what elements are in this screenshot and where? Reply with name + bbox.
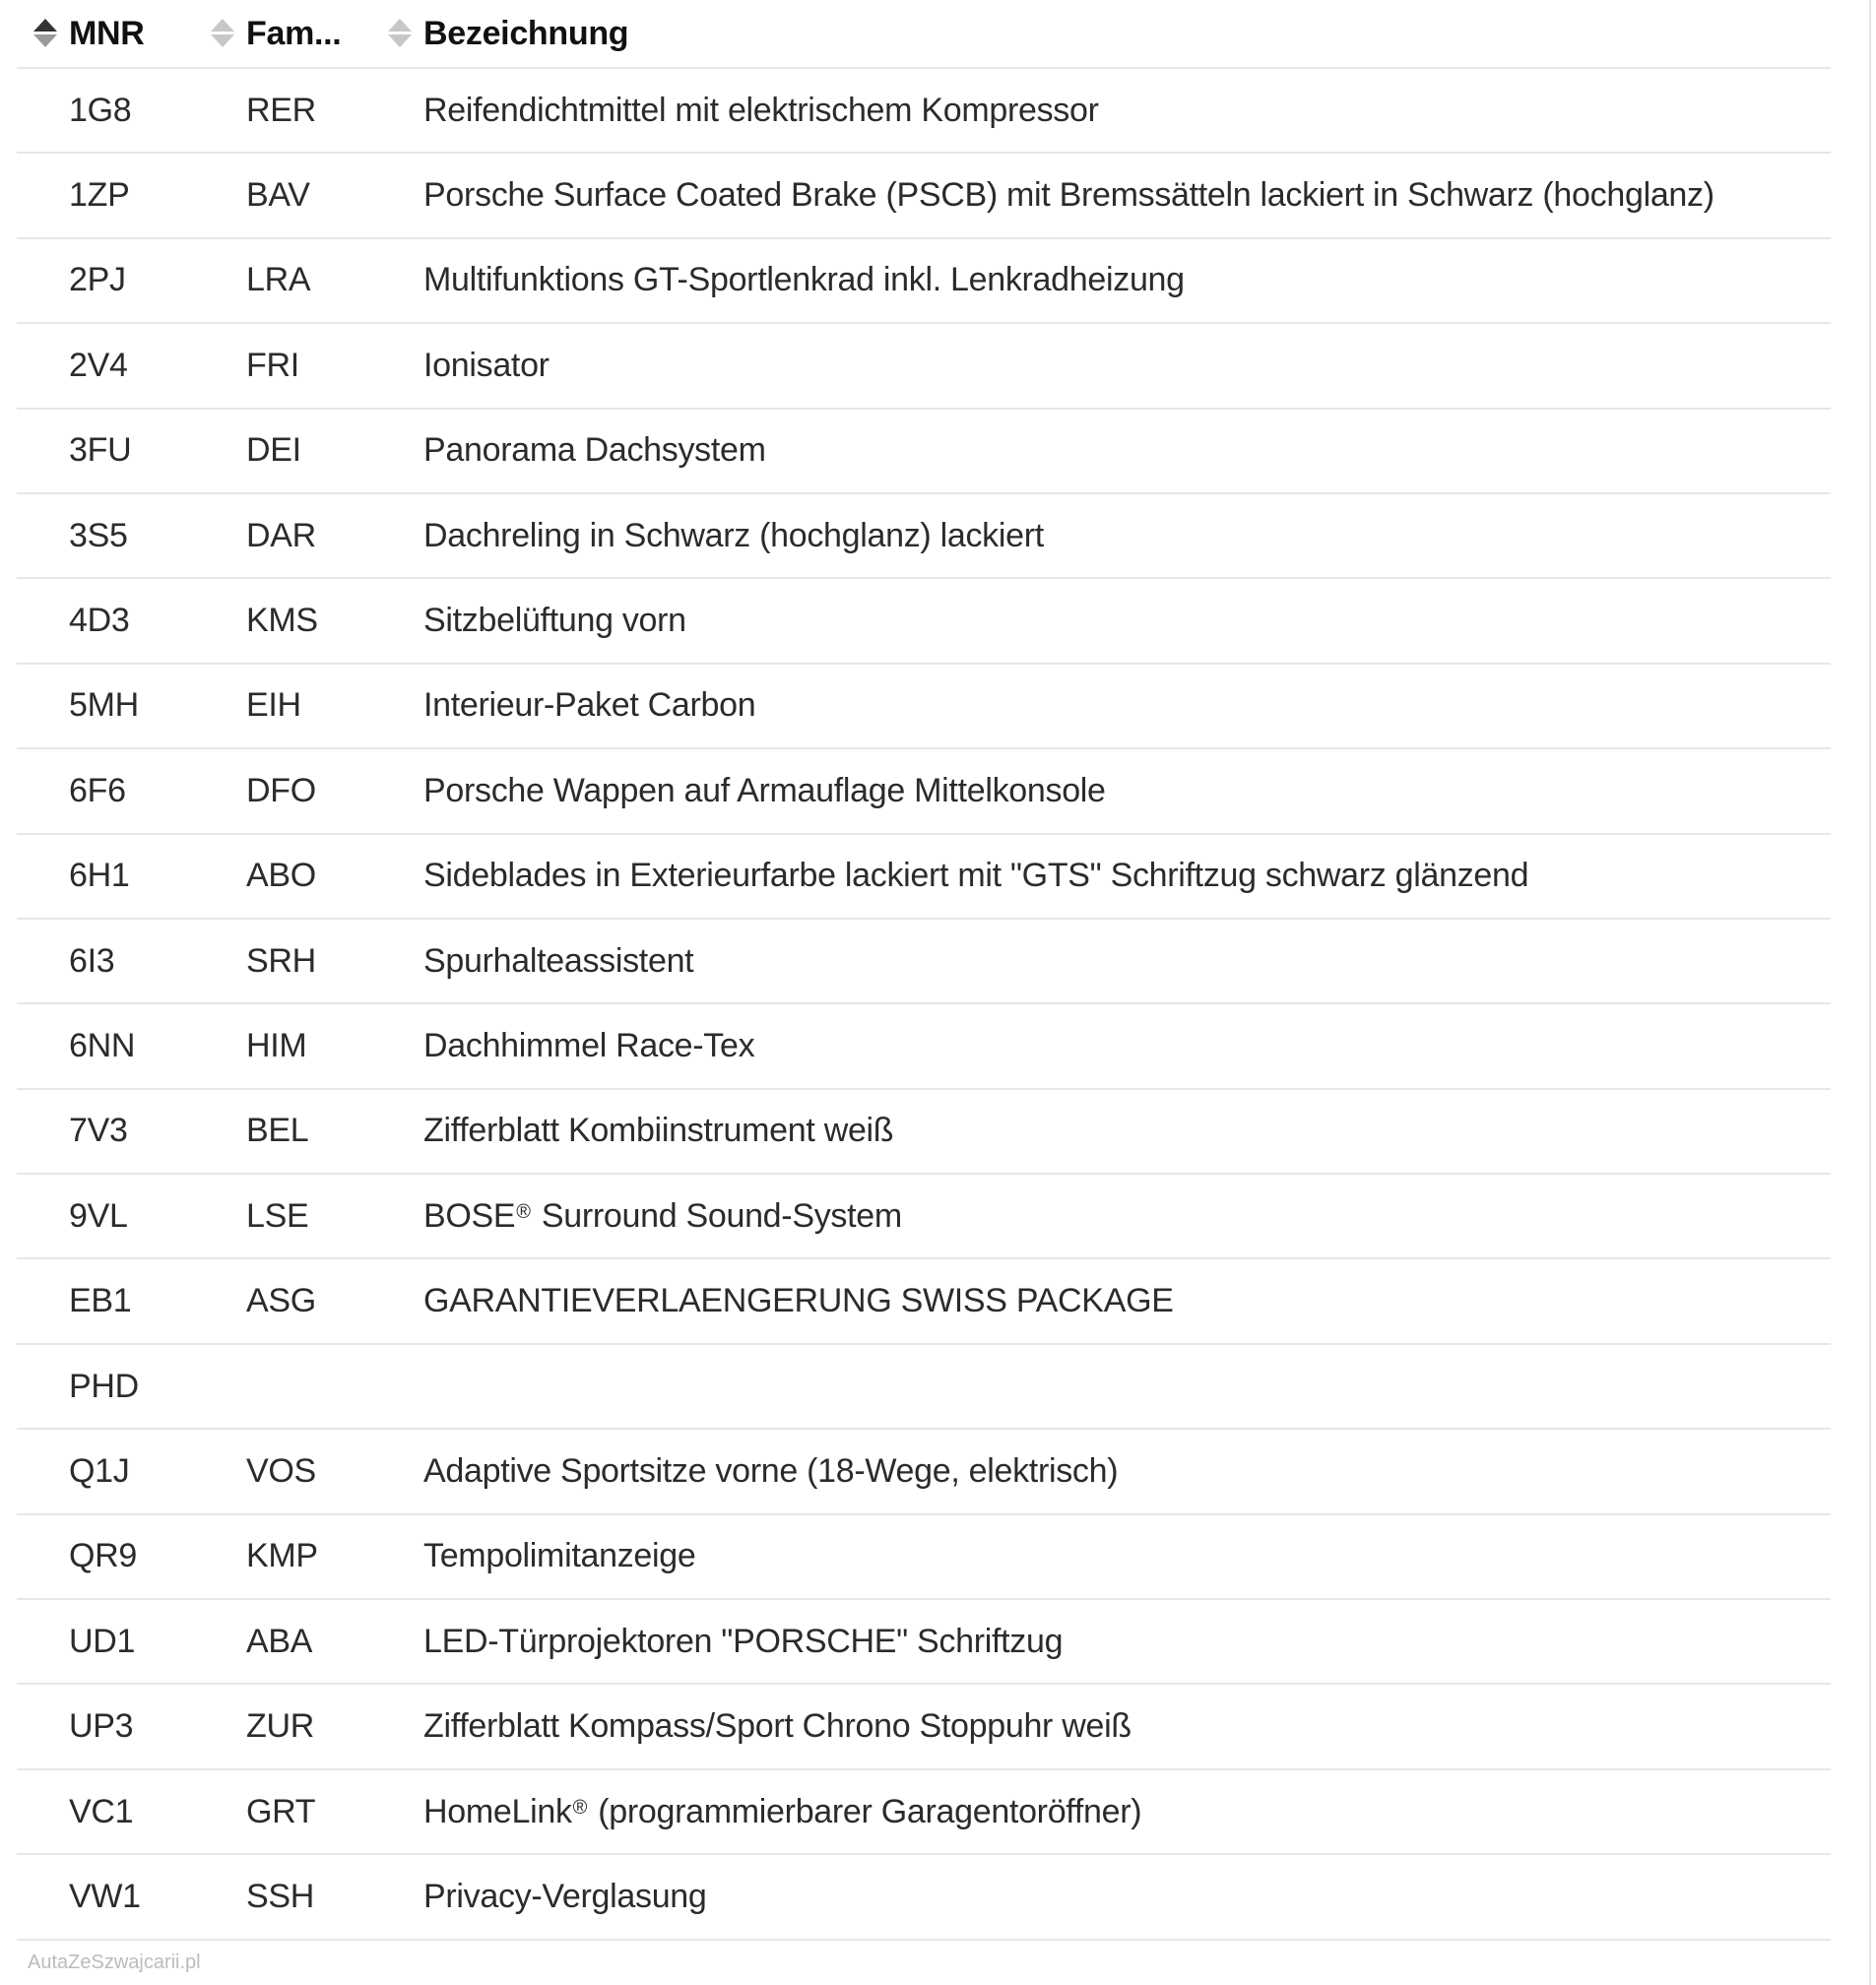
cell-bezeichnung: Ionisator <box>423 346 550 384</box>
table-row <box>17 835 1831 920</box>
cell-mnr: 3FU <box>69 431 132 470</box>
table-row <box>17 1090 1831 1175</box>
bezeichnung-text: BOSE <box>423 1196 516 1235</box>
table-header <box>17 0 1831 69</box>
cell-fam: ASG <box>246 1282 316 1320</box>
column-header-bezeichnung[interactable] <box>388 0 628 67</box>
table-row <box>17 1770 1831 1855</box>
table-row <box>17 1685 1831 1769</box>
table-row <box>17 579 1831 664</box>
cell-fam: ABA <box>246 1622 313 1660</box>
cell-bezeichnung <box>423 1770 1141 1853</box>
cell-fam: DEI <box>246 431 301 470</box>
cell-mnr: UD1 <box>69 1622 136 1660</box>
cell-fam: RER <box>246 91 316 129</box>
table-row <box>17 920 1831 1004</box>
cell-fam: ABO <box>246 857 316 895</box>
cell-bezeichnung: Panorama Dachsystem <box>423 431 766 470</box>
cell-fam: BAV <box>246 176 310 215</box>
table-row <box>17 1004 1831 1089</box>
table-row <box>17 1430 1831 1514</box>
cell-mnr: 4D3 <box>69 602 130 640</box>
bezeichnung-text: (programmierbarer Garagentoröffner) <box>589 1792 1142 1830</box>
cell-fam: DAR <box>246 516 316 554</box>
cell-fam: BEL <box>246 1112 309 1150</box>
table-row <box>17 410 1831 494</box>
cell-mnr: 6H1 <box>69 857 130 895</box>
cell-bezeichnung: Zifferblatt Kompass/Sport Chrono Stoppuhr weiß <box>423 1707 1132 1746</box>
cell-fam: VOS <box>246 1451 316 1490</box>
table-row <box>17 494 1831 579</box>
cell-mnr: EB1 <box>69 1282 132 1320</box>
cell-bezeichnung: Sitzbelüftung vorn <box>423 602 686 640</box>
cell-mnr: 2V4 <box>69 346 128 384</box>
table-row <box>17 665 1831 749</box>
cell-fam: FRI <box>246 346 299 384</box>
cell-mnr: 1ZP <box>69 176 130 215</box>
cell-bezeichnung: LED-Türprojektoren "PORSCHE" Schriftzug <box>423 1622 1064 1660</box>
cell-mnr: 6NN <box>69 1026 136 1064</box>
cell-mnr: 1G8 <box>69 91 132 129</box>
sort-icon[interactable] <box>33 17 57 50</box>
cell-bezeichnung: Multifunktions GT-Sportlenkrad inkl. Lenkradheizung <box>423 261 1185 299</box>
cell-fam: ZUR <box>246 1707 314 1746</box>
cell-mnr: 6F6 <box>69 771 126 809</box>
scrollbar-edge <box>1869 0 1871 1985</box>
table-row <box>17 69 1831 154</box>
cell-bezeichnung: Reifendichtmittel mit elektrischem Kompressor <box>423 91 1099 129</box>
watermark: AutaZeSzwajcarii.pl <box>28 1952 201 1973</box>
cell-mnr: 9VL <box>69 1196 128 1235</box>
table-row <box>17 239 1831 324</box>
bezeichnung-text: Surround Sound-System <box>532 1196 902 1235</box>
column-header-fam[interactable] <box>211 0 341 67</box>
cell-fam: SRH <box>246 941 316 980</box>
table-row <box>17 1259 1831 1344</box>
cell-bezeichnung <box>423 1175 902 1257</box>
table-row <box>17 154 1831 238</box>
table-row <box>17 1345 1831 1430</box>
cell-fam: HIM <box>246 1026 307 1064</box>
cell-bezeichnung: Porsche Surface Coated Brake (PSCB) mit Bremssätteln lackiert in Schwarz (hochglanz) <box>423 176 1714 215</box>
cell-bezeichnung: GARANTIEVERLAENGERUNG SWISS PACKAGE <box>423 1282 1174 1320</box>
cell-fam: LRA <box>246 261 311 299</box>
cell-fam: KMP <box>246 1537 318 1575</box>
column-header-label: Fam... <box>246 14 342 52</box>
cell-bezeichnung: Privacy-Verglasung <box>423 1877 707 1915</box>
cell-mnr: 6I3 <box>69 941 115 980</box>
cell-bezeichnung: Adaptive Sportsitze vorne (18-Wege, elektrisch) <box>423 1451 1119 1490</box>
cell-mnr: 5MH <box>69 686 139 725</box>
table-row <box>17 324 1831 409</box>
cell-fam: SSH <box>246 1877 315 1915</box>
cell-mnr: PHD <box>69 1367 139 1405</box>
bezeichnung-text: HomeLink <box>423 1792 572 1830</box>
table-row <box>17 1855 1831 1940</box>
cell-bezeichnung: Dachreling in Schwarz (hochglanz) lackiert <box>423 516 1044 554</box>
table-row <box>17 1175 1831 1259</box>
column-header-mnr[interactable] <box>33 0 145 67</box>
sort-icon[interactable] <box>388 17 412 50</box>
cell-fam: EIH <box>246 686 301 725</box>
cell-bezeichnung: Zifferblatt Kombiinstrument weiß <box>423 1112 894 1150</box>
table-row <box>17 1600 1831 1685</box>
cell-bezeichnung: Spurhalteassistent <box>423 941 694 980</box>
cell-mnr: 7V3 <box>69 1112 128 1150</box>
cell-mnr: 2PJ <box>69 261 126 299</box>
cell-fam: DFO <box>246 771 316 809</box>
table-body <box>17 69 1831 1941</box>
cell-mnr: VW1 <box>69 1877 141 1915</box>
cell-bezeichnung: Interieur-Paket Carbon <box>423 686 756 725</box>
registered-mark: ® <box>572 1796 588 1819</box>
cell-mnr: VC1 <box>69 1792 134 1830</box>
equipment-table <box>17 0 1831 1941</box>
cell-bezeichnung: Porsche Wappen auf Armauflage Mittelkonsole <box>423 771 1106 809</box>
cell-fam: LSE <box>246 1196 309 1235</box>
table-row <box>17 1515 1831 1600</box>
registered-mark: ® <box>516 1200 531 1223</box>
cell-mnr: UP3 <box>69 1707 134 1746</box>
cell-bezeichnung: Tempolimitanzeige <box>423 1537 696 1575</box>
column-header-label: MNR <box>69 14 145 52</box>
column-header-label: Bezeichnung <box>423 14 629 52</box>
cell-fam: KMS <box>246 602 318 640</box>
cell-bezeichnung: Dachhimmel Race-Tex <box>423 1026 755 1064</box>
cell-bezeichnung: Sideblades in Exterieurfarbe lackiert mit "GTS" Schriftzug schwarz glänzend <box>423 857 1529 895</box>
cell-mnr: QR9 <box>69 1537 138 1575</box>
cell-mnr: 3S5 <box>69 516 128 554</box>
cell-mnr: Q1J <box>69 1451 130 1490</box>
cell-fam: GRT <box>246 1792 316 1830</box>
table-row <box>17 749 1831 834</box>
sort-icon[interactable] <box>211 17 234 50</box>
